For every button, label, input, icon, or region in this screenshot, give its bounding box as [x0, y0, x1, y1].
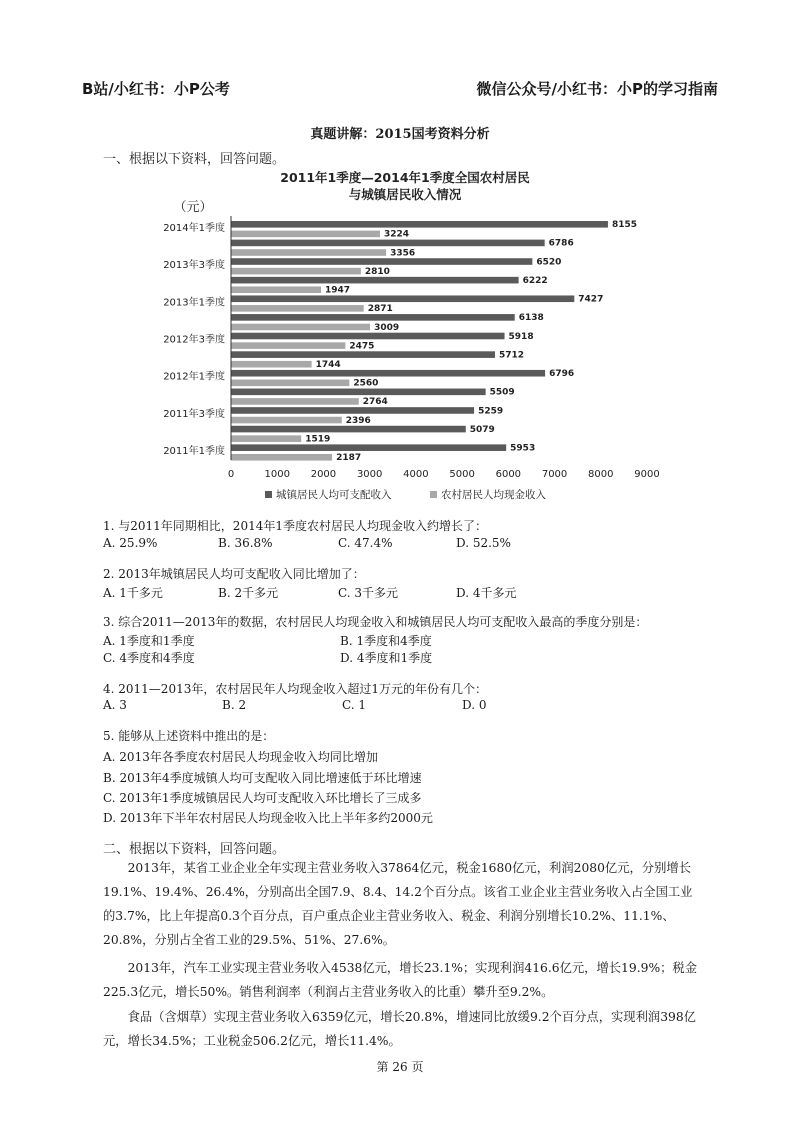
bar-urban-9 — [231, 389, 486, 396]
bar-rural-7 — [231, 361, 312, 368]
q1-option-c[interactable]: C. 47.4% — [338, 536, 393, 550]
data-label-rural-5: 3009 — [374, 322, 400, 333]
x-tick-label-9: 9000 — [634, 469, 660, 480]
q3-option-d[interactable]: D. 4季度和1季度 — [340, 651, 433, 665]
category-label-12: 2011年1季度 — [163, 446, 225, 458]
q1-option-a[interactable]: A. 25.9% — [103, 536, 158, 550]
bar-urban-6 — [231, 333, 505, 340]
bar-rural-4 — [231, 305, 364, 312]
data-label-rural-6: 2475 — [349, 341, 375, 352]
legend-label-1: 农村居民人均现金收入 — [441, 489, 546, 501]
section2-paragraph-3: 食品（含烟草）实现主营业务收入6359亿元，增长20.8%，增速同比放缓9.2个百分点，实现利润398亿元，增长34.5%；工业税金506.2亿元，增长11.4%。 — [103, 1010, 696, 1048]
q1-option-d[interactable]: D. 52.5% — [456, 536, 511, 550]
data-label-urban-1: 6786 — [548, 238, 574, 249]
bar-urban-10 — [231, 407, 474, 414]
data-label-urban-8: 6796 — [549, 369, 575, 380]
x-tick-label-4: 4000 — [403, 469, 429, 480]
x-tick-label-7: 7000 — [541, 469, 568, 480]
q4-option-c[interactable]: C. 1 — [342, 698, 367, 712]
data-label-urban-6: 5918 — [508, 331, 534, 342]
page-title: 真题讲解：2015国考资料分析 — [310, 127, 490, 142]
data-label-rural-3: 1947 — [324, 285, 351, 296]
bar-rural-6 — [231, 342, 345, 349]
question-5-stem: 5. 能够从上述资料中推出的是： — [103, 729, 275, 743]
bar-rural-11 — [231, 435, 301, 442]
q4-option-b[interactable]: B. 2 — [222, 698, 247, 712]
legend-label-0: 城镇居民人均可支配收入 — [276, 489, 392, 501]
x-tick-label-0: 0 — [227, 469, 235, 480]
q4-option-a[interactable]: A. 3 — [103, 698, 127, 712]
legend-swatch-0 — [265, 491, 272, 498]
q2-option-a[interactable]: A. 1千多元 — [103, 586, 163, 600]
bar-urban-3 — [231, 277, 519, 284]
q2-option-b[interactable]: B. 2千多元 — [218, 586, 279, 600]
chart-title: 2011年1季度—2014年1季度全国农村居民 — [280, 170, 530, 185]
data-label-urban-7: 5712 — [499, 350, 525, 361]
bar-urban-1 — [231, 240, 545, 247]
data-label-rural-4: 2871 — [367, 304, 393, 315]
bar-rural-2 — [231, 268, 361, 275]
category-label-6: 2012年3季度 — [163, 334, 225, 346]
q5-option-b[interactable]: B. 2013年4季度城镇人均可支配收入同比增速低于环比增速 — [103, 771, 422, 785]
bar-rural-0 — [231, 231, 380, 238]
q2-option-c[interactable]: C. 3千多元 — [338, 586, 399, 600]
x-tick-label-3: 3000 — [356, 469, 383, 480]
category-label-10: 2011年3季度 — [163, 408, 225, 420]
section2-paragraph-2: 2013年，汽车工业实现主营业务收入4538亿元，增长23.1%；实现利润416.6亿元，增长19.9%；税金225.3亿元，增长50%。销售利润率（利润占主营业务收入的比重）攀升至9.2%。 — [103, 961, 698, 999]
q4-option-d[interactable]: D. 0 — [462, 698, 487, 712]
section2-paragraph-1: 2013年，某省工业企业全年实现主营业务收入37864亿元，税金1680亿元，利润2080亿元，分别增长19.1%、19.4%、26.4%，分别高出全国7.9、8.4、14.2个百分点。该省工业企业主营业务收入占全国工业的3.7%，比上年提高0.3个百分点，百户重点企业主营业务收入、税金、利润分别增长10.2%、11.1%、20.8%，分别占全省工业的29.5%、51%、27.6%。 — [103, 861, 693, 947]
question-1-stem: 1. 与2011年同期相比，2014年1季度农村居民人均现金收入约增长了： — [103, 519, 487, 533]
data-label-rural-0: 3224 — [384, 229, 410, 240]
bar-urban-2 — [231, 258, 532, 265]
q3-option-b[interactable]: B. 1季度和4季度 — [340, 634, 432, 648]
legend-swatch-1 — [430, 491, 437, 498]
data-label-urban-3: 6222 — [522, 275, 548, 286]
data-label-urban-2: 6520 — [536, 257, 562, 268]
data-label-rural-7: 1744 — [315, 360, 341, 371]
bar-urban-0 — [231, 221, 608, 228]
data-label-rural-1: 3356 — [390, 248, 416, 259]
data-label-rural-9: 2764 — [362, 397, 388, 408]
x-tick-label-6: 6000 — [495, 469, 522, 480]
question-2-stem: 2. 2013年城镇居民人均可支配收入同比增加了： — [103, 567, 365, 581]
category-label-8: 2012年1季度 — [163, 371, 225, 383]
bar-rural-12 — [231, 454, 332, 461]
q5-option-d[interactable]: D. 2013年下半年农村居民人均现金收入比上半年多约2000元 — [103, 811, 433, 825]
bar-urban-12 — [231, 444, 506, 451]
data-label-urban-9: 5509 — [489, 387, 515, 398]
income-chart-svg — [145, 168, 665, 508]
q2-option-d[interactable]: D. 4千多元 — [456, 586, 517, 600]
bar-rural-8 — [231, 380, 349, 387]
x-tick-label-2: 2000 — [310, 469, 337, 480]
page-number: 第 26 页 — [376, 1060, 424, 1074]
data-label-urban-0: 8155 — [611, 220, 638, 231]
x-tick-label-1: 1000 — [264, 469, 290, 480]
bar-urban-8 — [231, 370, 545, 377]
chart-subtitle: 与城镇居民收入情况 — [348, 187, 462, 202]
data-label-urban-11: 5079 — [469, 424, 495, 435]
data-label-urban-5: 6138 — [518, 313, 544, 324]
bar-rural-3 — [231, 286, 321, 293]
data-label-urban-10: 5259 — [478, 406, 504, 417]
section1-intro: 一、根据以下资料，回答问题。 — [103, 152, 286, 167]
category-label-4: 2013年1季度 — [163, 297, 225, 309]
bar-rural-10 — [231, 417, 342, 424]
income-chart — [145, 168, 665, 508]
data-label-rural-8: 2560 — [353, 378, 379, 389]
q3-option-a[interactable]: A. 1季度和1季度 — [103, 634, 195, 648]
category-label-2: 2013年3季度 — [163, 260, 225, 272]
bar-rural-5 — [231, 324, 370, 331]
header-right: 微信公众号/小红书：小P的学习指南 — [476, 80, 718, 98]
question-3-stem: 3. 综合2011—2013年的数据，农村居民人均现金收入和城镇居民人均可支配收入最高的季度分别是： — [103, 615, 648, 629]
bar-urban-11 — [231, 426, 466, 433]
data-label-rural-10: 2396 — [345, 415, 371, 426]
bar-urban-7 — [231, 351, 495, 358]
data-label-urban-12: 5953 — [510, 443, 536, 454]
data-label-rural-12: 2187 — [336, 453, 362, 464]
section2-intro: 二、根据以下资料，回答问题。 — [103, 842, 286, 857]
q5-option-a[interactable]: A. 2013年各季度农村居民人均现金收入均同比增加 — [103, 750, 378, 764]
x-tick-label-5: 5000 — [449, 469, 475, 480]
q5-option-c[interactable]: C. 2013年1季度城镇居民人均可支配收入环比增长了三成多 — [103, 791, 422, 805]
question-4-stem: 4. 2011—2013年，农村居民年人均现金收入超过1万元的年份有几个： — [103, 682, 487, 696]
bar-rural-1 — [231, 249, 386, 256]
q1-option-b[interactable]: B. 36.8% — [218, 536, 273, 550]
bar-urban-5 — [231, 314, 515, 321]
header-left: B站/小红书：小P公考 — [82, 80, 230, 98]
bar-urban-4 — [231, 295, 574, 302]
chart-unit: （元） — [173, 200, 213, 215]
data-label-rural-2: 2810 — [364, 266, 390, 277]
q3-option-c[interactable]: C. 4季度和4季度 — [103, 651, 195, 665]
x-tick-label-8: 8000 — [588, 469, 614, 480]
data-label-urban-4: 7427 — [578, 294, 604, 305]
data-label-rural-11: 1519 — [305, 434, 331, 445]
bar-rural-9 — [231, 398, 359, 405]
category-label-0: 2014年1季度 — [163, 222, 225, 234]
